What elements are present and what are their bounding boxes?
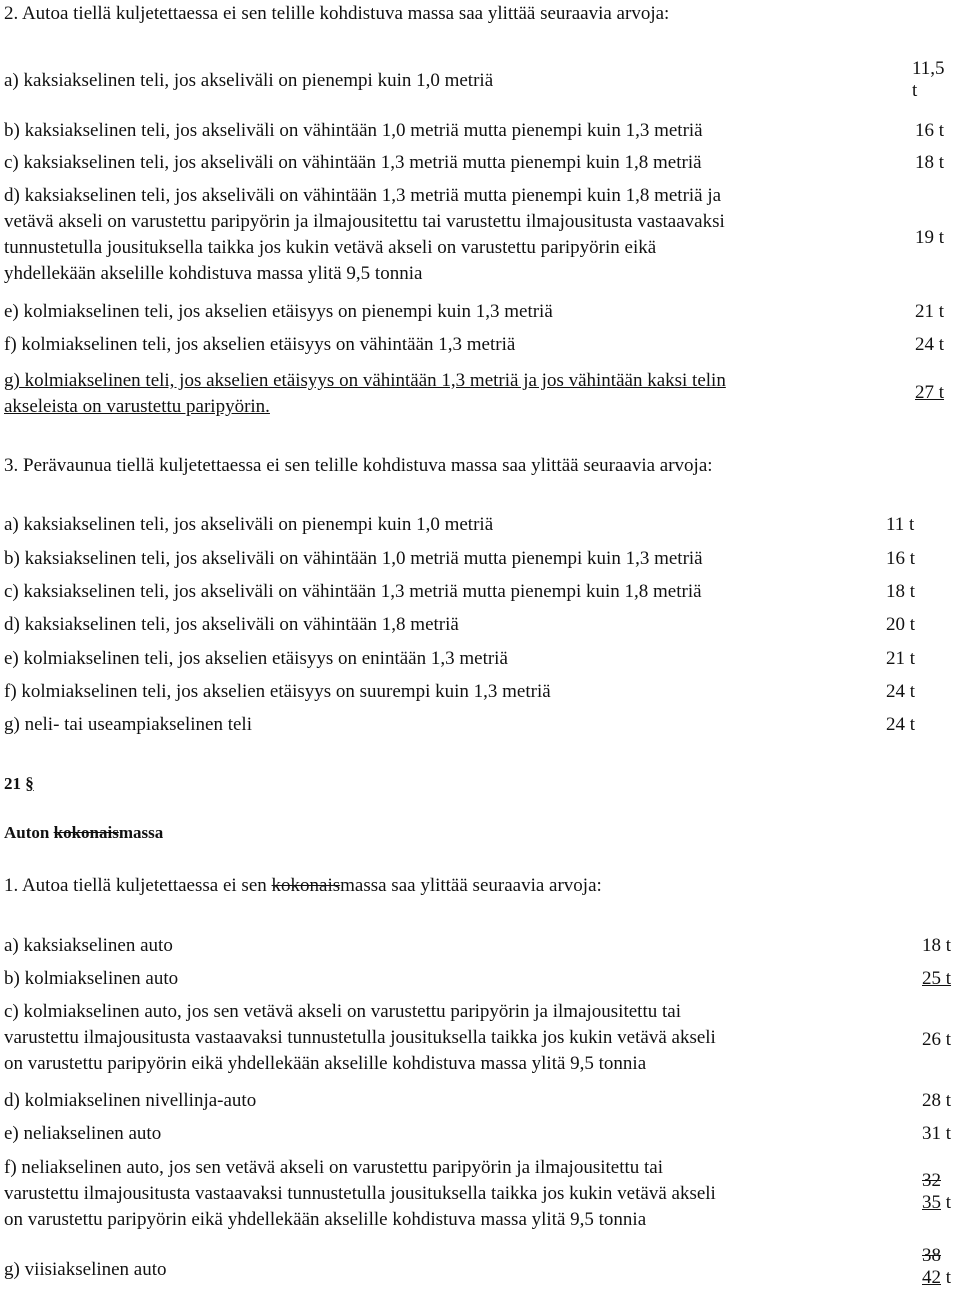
s3-heading: 3. Perävaunua tiellä kuljetettaessa ei sen telille kohdistuva massa saa ylittää seuraavia arvoja: — [4, 455, 713, 476]
s3-row-a-value: 11 t — [886, 514, 915, 535]
p1-row-c-text: c) kolmiakselinen auto, jos sen vetävä akseli on varustettu paripyörin ja ilmajousitettu tai varustettu ilmajousitusta vastaavaksi tunnustetulla jousituksella taikka jos kukin vetävä akseli on varustettu paripyörin eikä yhdellekään akselille kohdistuva massa ylitä 9,5 tonnia — [4, 1001, 716, 1074]
s2-row-e-value: 21 t — [915, 301, 945, 322]
p1-row-f-value — [922, 1170, 951, 1214]
p1-row-d-text: d) kolmiakselinen nivellinja-auto — [4, 1090, 257, 1111]
p1-row-g-text: g) viisiakselinen auto — [4, 1259, 167, 1280]
s3-row-d-value: 20 t — [886, 614, 916, 635]
p1-row-g-value-old: 38 — [922, 1245, 941, 1266]
s2-row-d-value: 19 t — [915, 227, 945, 248]
s3-row-g-text: g) neli- tai useampiakselinen teli — [4, 714, 252, 735]
p1-row-b-text: b) kolmiakselinen auto — [4, 968, 179, 989]
p1-row-c-value: 26 t — [922, 1029, 952, 1050]
p1-row-f-value-new: 35 t — [922, 1192, 952, 1213]
s3-row-b-value: 16 t — [886, 548, 916, 569]
s2-row-b-text: b) kaksiakselinen teli, jos akseliväli on vähintään 1,0 metriä mutta pienempi kuin 1,3 metriä — [4, 120, 703, 141]
s3-row-d-text: d) kaksiakselinen teli, jos akseliväli on vähintään 1,8 metriä — [4, 614, 459, 635]
s3-row-c-value: 18 t — [886, 581, 916, 602]
p1-row-a-text: a) kaksiakselinen auto — [4, 935, 173, 956]
s2-row-b-value: 16 t — [915, 120, 945, 141]
s3-row-b-text: b) kaksiakselinen teli, jos akseliväli on vähintään 1,0 metriä mutta pienempi kuin 1,3 metriä — [4, 548, 703, 569]
s2-row-c-value: 18 t — [915, 152, 945, 173]
section-21-title: Auton kokonaismassa — [4, 823, 164, 842]
s3-row-g-value: 24 t — [886, 714, 916, 735]
s2-row-a-text: a) kaksiakselinen teli, jos akseliväli on pienempi kuin 1,0 metriä — [4, 70, 494, 91]
section-21-number: 21 § — [4, 774, 34, 793]
p1-row-f-text: f) neliakselinen auto, jos sen vetävä akseli on varustettu paripyörin ja ilmajousitettu tai varustettu ilmajousitusta vastaavaksi tunnustetulla jousituksella taikka jos kukin vetävä akseli on varustettu paripyörin eikä yhdellekään akselille kohdistuva massa ylitä 9,5 tonnia — [4, 1157, 716, 1230]
p1-row-g-value-new: 42 t — [922, 1267, 952, 1288]
s2-row-f-text: f) kolmiakselinen teli, jos akselien etäisyys on vähintään 1,3 metriä — [4, 334, 516, 355]
s3-row-e-value: 21 t — [886, 648, 916, 669]
s2-row-d-text: d) kaksiakselinen teli, jos akseliväli on vähintään 1,3 metriä mutta pienempi kuin 1,8 metriä ja vetävä akseli on varustettu paripyörin ja ilmajousitettu tai varustettu ilmajousitusta vastaavaksi tunnustetulla jousituksella taikka jos kukin vetävä akseli on varustettu paripyörin eikä yhdellekään akselille kohdistuva massa ylitä 9,5 tonnia — [4, 185, 725, 284]
s3-row-f-text: f) kolmiakselinen teli, jos akselien etäisyys on suurempi kuin 1,3 metriä — [4, 681, 551, 702]
p1-row-e-value: 31 t — [922, 1123, 952, 1144]
p1-row-d-value: 28 t — [922, 1090, 952, 1111]
s2-row-a-value: 11,5 t — [912, 58, 945, 101]
p1-row-e-text: e) neliakselinen auto — [4, 1123, 162, 1144]
s2-row-f-value: 24 t — [915, 334, 945, 355]
s2-row-e-text: e) kolmiakselinen teli, jos akselien etäisyys on pienempi kuin 1,3 metriä — [4, 301, 553, 322]
s3-row-e-text: e) kolmiakselinen teli, jos akselien etäisyys on enintään 1,3 metriä — [4, 648, 508, 669]
section-sign: § — [25, 774, 34, 793]
p1-row-f-value-old: 32 — [922, 1170, 941, 1191]
s3-row-c-text: c) kaksiakselinen teli, jos akseliväli on vähintään 1,3 metriä mutta pienempi kuin 1,8 metriä — [4, 581, 702, 602]
s2-row-g-text: g) kolmiakselinen teli, jos akselien etäisyys on vähintään 1,3 metriä ja jos vähintään kaksi telin akseleista on varustettu paripyörin. — [4, 370, 726, 417]
p1-row-g-value — [922, 1246, 951, 1290]
p1-row-a-value: 18 t — [922, 935, 952, 956]
s2-row-g-value: 27 t — [915, 382, 945, 403]
s2-heading: 2. Autoa tiellä kuljetettaessa ei sen telille kohdistuva massa saa ylittää seuraavia arvoja: — [4, 3, 670, 24]
p1-heading: 1. Autoa tiellä kuljetettaessa ei sen kokonaismassa saa ylittää seuraavia arvoja: — [4, 875, 602, 896]
s3-row-f-value: 24 t — [886, 681, 916, 702]
s3-row-a-text: a) kaksiakselinen teli, jos akseliväli on pienempi kuin 1,0 metriä — [4, 514, 494, 535]
p1-row-b-value: 25 t — [922, 968, 952, 989]
s2-row-c-text: c) kaksiakselinen teli, jos akseliväli on vähintään 1,3 metriä mutta pienempi kuin 1,8 metriä — [4, 152, 702, 173]
